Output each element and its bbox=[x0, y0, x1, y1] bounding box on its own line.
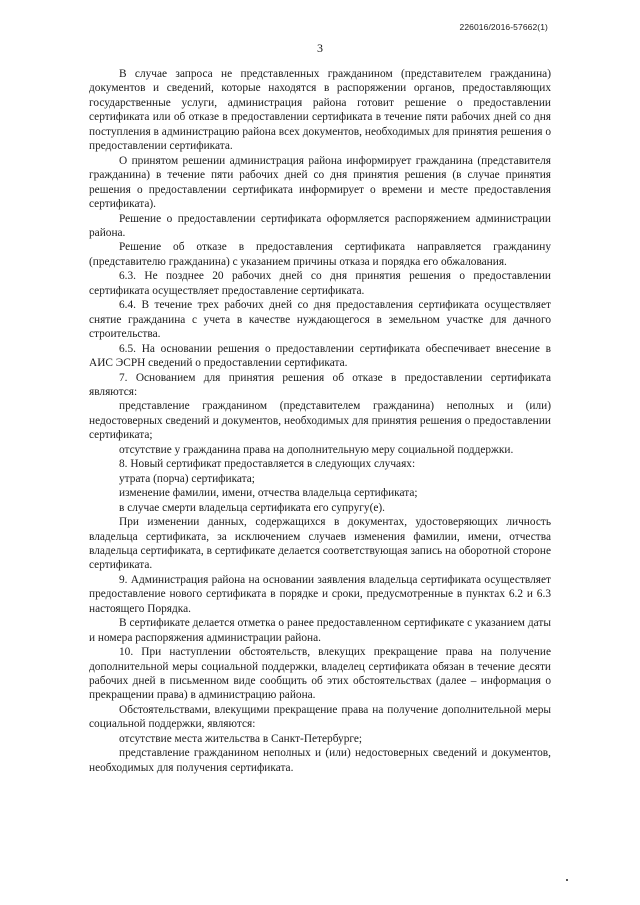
paragraph: отсутствие места жительства в Санкт-Петербурге; bbox=[119, 732, 363, 745]
paragraph: представление гражданином неполных и (или) недостоверных сведений и документов, необходимых для получения сертификата. bbox=[89, 747, 551, 774]
paragraph: отсутствие у гражданина права на дополнительную меру социальной поддержки. bbox=[119, 443, 514, 456]
paragraph: Решение о предоставлении сертификата оформляется распоряжением администрации района. bbox=[89, 212, 551, 239]
paragraph: в случае смерти владельца сертификата его супругу(е). bbox=[119, 501, 386, 514]
paragraph: 7. Основанием для принятия решения об отказе в предоставлении сертификата являются: bbox=[89, 371, 551, 398]
paragraph: В сертификате делается отметка о ранее предоставленном сертификате с указанием даты и номера распоряжения администрации района. bbox=[89, 617, 551, 644]
paragraph: 6.4. В течение трех рабочих дней со дня предоставления сертификата осуществляет снятие гражданина с учета в качестве нуждающегося в земельном участке для дачного строительства. bbox=[89, 299, 551, 341]
paragraph: Решение об отказе в предоставления сертификата направляется гражданину (представителю гражданина) с указанием причины отказа и порядка его обжалования. bbox=[89, 241, 551, 268]
paragraph: При изменении данных, содержащихся в документах, удостоверяющих личность владельца сертификата, за исключением случаев изменения фамилии, имени, отчества владельца сертификата, в сертификате делается соответствующая запись на оборотной стороне сертификата. bbox=[89, 516, 551, 572]
paragraph: О принятом решении администрация района информирует гражданина (представителя гражданина) в течение пяти рабочих дней со дня принятия решения (в случае принятия решения о предоставлении сертификата информирует о времени и месте предоставления сертификата). bbox=[89, 154, 551, 211]
paragraph: 6.3. Не позднее 20 рабочих дней со дня принятия решения о предоставлении сертификата осуществляет предоставление сертификата. bbox=[89, 270, 551, 297]
paragraph: утрата (порча) сертификата; bbox=[119, 472, 255, 485]
document-id: 226016/2016-57662(1) bbox=[459, 22, 548, 32]
document-body bbox=[89, 67, 551, 775]
paragraph: 9. Администрация района на основании заявления владельца сертификата осуществляет предоставление нового сертификата в порядке и сроки, предусмотренные в пунктах 6.2 и 6.3 настоящего Порядка. bbox=[89, 573, 551, 615]
paragraph: представление гражданином (представителем гражданина) неполных и (или) недостоверных сведений и документов, необходимых для принятия решения о предоставлении сертификата; bbox=[89, 400, 551, 442]
paragraph: 10. При наступлении обстоятельств, влекущих прекращение права на получение дополнительной меры социальной поддержки, владелец сертификата обязан в течение десяти рабочих дней в письменном виде сообщить об этих обстоятельствах (далее – информация о прекращении права) в администрацию района. bbox=[89, 646, 551, 702]
paragraph: Обстоятельствами, влекущими прекращение права на получение дополнительной меры социальной поддержки, являются: bbox=[89, 703, 551, 731]
page-number: 3 bbox=[317, 41, 323, 55]
scan-artifact bbox=[566, 879, 568, 881]
paragraph: В случае запроса не представленных гражданином (представителем гражданина) документов и сведений, которые находятся в распоряжении органов, предоставляющих государственные услуги, администрация района готовит решение о предоставлении сертификата или об отказе в предоставлении сертификата в течение пяти рабочих дней со дня поступления в администрацию района всех документов, необходимых для принятия решения о предоставлении сертификата. bbox=[89, 68, 551, 153]
paragraph: 8. Новый сертификат предоставляется в следующих случаях: bbox=[119, 458, 416, 471]
paragraph: 6.5. На основании решения о предоставлении сертификата обеспечивает внесение в АИС ЭСРН сведений о предоставлении сертификата. bbox=[89, 342, 551, 370]
paragraph: изменение фамилии, имени, отчества владельца сертификата; bbox=[119, 487, 418, 500]
